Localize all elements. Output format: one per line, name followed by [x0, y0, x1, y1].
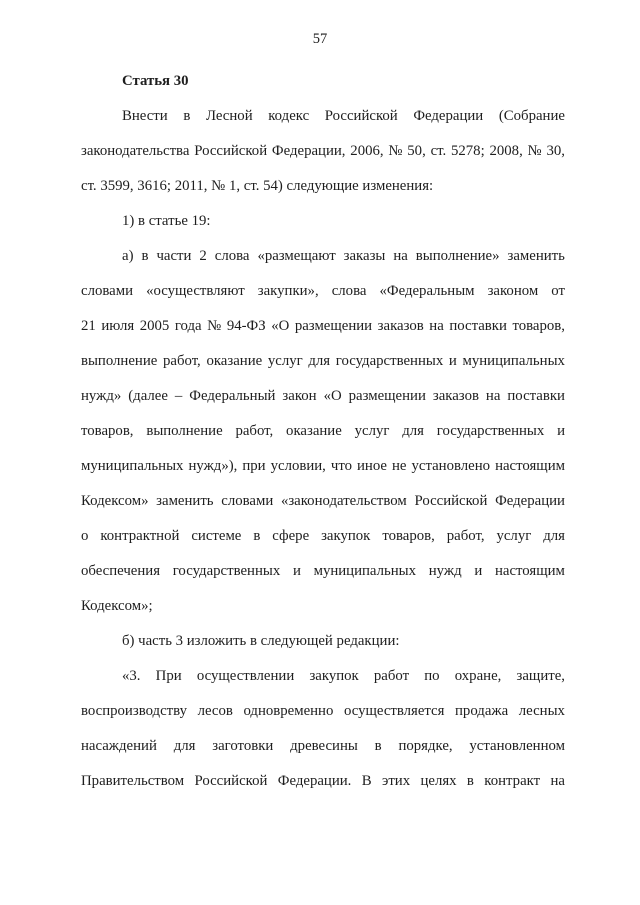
- text-line: б) часть 3 изложить в следующей редакции:: [122, 633, 400, 649]
- word: для: [402, 423, 424, 439]
- word: июля: [101, 318, 135, 334]
- word: товаров,: [382, 528, 435, 544]
- word: 2006,: [350, 143, 384, 159]
- word: защите,: [516, 668, 565, 684]
- word: «законодательством: [280, 493, 407, 509]
- text-line: [81, 764, 565, 799]
- word: не: [392, 458, 407, 474]
- word: контрактной: [100, 528, 180, 544]
- word: насаждений: [81, 738, 157, 754]
- word: воспроизводству: [81, 703, 187, 719]
- word: на: [550, 773, 565, 789]
- word: закупки»,: [257, 283, 319, 299]
- word: выполнение: [81, 353, 158, 369]
- word: товаров,: [512, 318, 565, 334]
- word: на: [393, 248, 408, 264]
- word: порядке,: [398, 738, 453, 754]
- text-line: [81, 659, 565, 694]
- word: словами: [221, 493, 274, 509]
- word: размещении: [294, 318, 373, 334]
- text-line: [81, 729, 565, 764]
- word: размещении: [348, 388, 426, 404]
- word: контракт: [484, 773, 541, 789]
- word: слова: [214, 248, 250, 264]
- word: поставки: [449, 318, 507, 334]
- text-line: [81, 379, 565, 414]
- word: закупок: [321, 528, 371, 544]
- word: для: [543, 528, 565, 544]
- word: настоящим: [494, 563, 565, 579]
- word: при: [242, 458, 266, 474]
- word: и: [292, 563, 301, 579]
- word: и: [474, 563, 483, 579]
- word: ст.: [430, 143, 447, 159]
- word: иное: [357, 458, 387, 474]
- word: №: [527, 143, 542, 159]
- word: осуществлении: [196, 668, 295, 684]
- word: Российской: [194, 143, 268, 159]
- text-line: Кодексом»;: [81, 598, 153, 614]
- word: закон: [282, 388, 317, 404]
- word: Российской: [324, 108, 398, 124]
- article-heading: Статья 30: [122, 73, 189, 89]
- word: лесов: [197, 703, 233, 719]
- word: в: [141, 248, 149, 264]
- word: системе: [191, 528, 242, 544]
- word: законодательства: [81, 143, 190, 159]
- word: работ,: [235, 423, 274, 439]
- word: заказов: [432, 388, 479, 404]
- word: Федерации: [413, 108, 484, 124]
- word: Федерации: [495, 493, 565, 509]
- word: в: [374, 738, 382, 754]
- word: «Федеральным: [379, 283, 475, 299]
- word: этих: [381, 773, 411, 789]
- word: услуг: [496, 528, 532, 544]
- document-body: [81, 64, 565, 799]
- word: осуществляется: [343, 703, 445, 719]
- text-line: [81, 449, 565, 484]
- word: о: [81, 528, 89, 544]
- word: на: [429, 318, 444, 334]
- word: №: [388, 143, 403, 159]
- word: на: [485, 388, 501, 404]
- word: муниципальных: [462, 353, 565, 369]
- word: товаров,: [81, 423, 134, 439]
- word: «О: [323, 388, 342, 404]
- word: работ,: [163, 353, 201, 369]
- word: Внести: [122, 108, 168, 124]
- word: выполнение: [146, 423, 223, 439]
- word: нужд»),: [188, 458, 238, 474]
- word: установлено: [411, 458, 491, 474]
- word: 2008,: [489, 143, 523, 159]
- word: обеспечения: [81, 563, 161, 579]
- word: 2: [199, 248, 207, 264]
- word: одновременно: [243, 703, 334, 719]
- word: оказание: [286, 423, 342, 439]
- word: от: [551, 283, 565, 299]
- word: закупок: [309, 668, 359, 684]
- word: Правительством: [81, 773, 185, 789]
- word: заказов: [377, 318, 424, 334]
- word: целях: [420, 773, 457, 789]
- word: законом: [487, 283, 539, 299]
- word: для: [308, 353, 331, 369]
- word: продажа: [455, 703, 509, 719]
- word: сфере: [272, 528, 310, 544]
- word: «осуществляют: [146, 283, 245, 299]
- word: что: [330, 458, 353, 474]
- word: «размещают: [257, 248, 336, 264]
- word: по: [424, 668, 440, 684]
- word: При: [155, 668, 182, 684]
- word: в: [183, 108, 191, 124]
- word: Лесной: [205, 108, 253, 124]
- word: заменить: [507, 248, 565, 264]
- word: оказание: [206, 353, 263, 369]
- word: нужд: [428, 563, 462, 579]
- word: работ,: [446, 528, 485, 544]
- text-line: [81, 414, 565, 449]
- text-line: [81, 519, 565, 554]
- word: муниципальных: [81, 458, 184, 474]
- word: заменить: [156, 493, 214, 509]
- text-line: 1) в статье 19:: [122, 213, 211, 229]
- text-line: [81, 694, 565, 729]
- word: слова: [331, 283, 367, 299]
- word: 50,: [407, 143, 426, 159]
- word: услуг: [354, 423, 390, 439]
- word: «3.: [122, 668, 141, 684]
- word: государственных: [172, 563, 281, 579]
- word: 21: [81, 318, 96, 334]
- text-line: [81, 554, 565, 589]
- text-line: [81, 484, 565, 519]
- word: поставки: [507, 388, 565, 404]
- text-line: ст. 3599, 3616; 2011, № 1, ст. 54) следующие изменения:: [81, 178, 434, 194]
- word: муниципальных: [313, 563, 417, 579]
- word: кодекс: [268, 108, 310, 124]
- word: установленном: [469, 738, 565, 754]
- word: для: [173, 738, 196, 754]
- word: и: [557, 423, 565, 439]
- word: в: [253, 528, 261, 544]
- word: №: [207, 318, 222, 334]
- word: лесных: [518, 703, 565, 719]
- word: заказы: [343, 248, 386, 264]
- text-line: [81, 134, 565, 169]
- word: древесины: [290, 738, 358, 754]
- word: настоящим: [495, 458, 565, 474]
- page-number: 57: [312, 31, 328, 47]
- word: 30,: [546, 143, 565, 159]
- word: части: [156, 248, 192, 264]
- word: нужд»: [81, 388, 122, 404]
- word: Кодексом»: [81, 493, 149, 509]
- word: государственных: [335, 353, 444, 369]
- text-line: [81, 344, 565, 379]
- word: Российской: [194, 773, 268, 789]
- word: условии,: [270, 458, 326, 474]
- word: «О: [271, 318, 290, 334]
- word: выполнение»: [415, 248, 500, 264]
- word: работ: [373, 668, 410, 684]
- word: 94-ФЗ: [226, 318, 266, 334]
- word: государственных: [436, 423, 545, 439]
- word: Федеральный: [189, 388, 276, 404]
- word: а): [122, 248, 134, 264]
- word: В: [361, 773, 372, 789]
- word: (далее: [128, 388, 168, 404]
- word: Федерации.: [277, 773, 352, 789]
- word: в: [466, 773, 474, 789]
- text-line: [81, 99, 565, 134]
- text-line: [81, 274, 565, 309]
- text-line: [81, 309, 565, 344]
- word: 5278;: [450, 143, 485, 159]
- word: года: [174, 318, 202, 334]
- word: Российской: [414, 493, 488, 509]
- word: заготовки: [212, 738, 274, 754]
- word: 2005: [139, 318, 170, 334]
- word: Федерации,: [271, 143, 346, 159]
- word: –: [174, 388, 183, 404]
- word: услуг: [267, 353, 303, 369]
- word: и: [448, 353, 457, 369]
- word: словами: [81, 283, 133, 299]
- word: (Собрание: [498, 108, 565, 124]
- word: охране,: [454, 668, 502, 684]
- text-line: [81, 239, 565, 274]
